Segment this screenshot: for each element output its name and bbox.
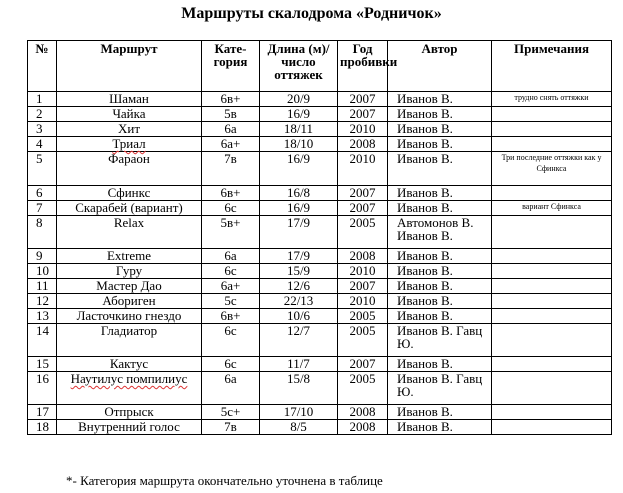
header-category: Кате-гория (202, 41, 260, 92)
cell-category: 5в+ (202, 216, 260, 249)
cell-author: Иванов В. Гавц Ю. (388, 372, 492, 405)
cell-year: 2005 (338, 216, 388, 249)
cell-note (492, 357, 612, 372)
cell-year: 2010 (338, 294, 388, 309)
cell-length: 16/9 (260, 152, 338, 186)
cell-year: 2007 (338, 279, 388, 294)
cell-year: 2008 (338, 249, 388, 264)
cell-author: Иванов В. (388, 137, 492, 152)
cell-author: Иванов В. (388, 107, 492, 122)
table-row (28, 216, 612, 249)
cell-length: 20/9 (260, 92, 338, 107)
cell-length: 22/13 (260, 294, 338, 309)
cell-year: 2008 (338, 420, 388, 435)
cell-year: 2008 (338, 137, 388, 152)
cell-route: Внутренний голос (57, 420, 202, 435)
header-year: Год пробивки (338, 41, 388, 92)
cell-note (492, 324, 612, 357)
table-row (28, 152, 612, 186)
cell-category: 6с (202, 324, 260, 357)
cell-num: 1 (28, 92, 57, 107)
cell-note (492, 216, 612, 249)
cell-length: 18/11 (260, 122, 338, 137)
cell-num: 17 (28, 405, 57, 420)
cell-category: 6в+ (202, 92, 260, 107)
cell-category: 7в (202, 420, 260, 435)
footnote: *- Категория маршрута окончательно уточнена в таблице (66, 473, 383, 488)
cell-length: 16/9 (260, 201, 338, 216)
cell-year: 2005 (338, 324, 388, 357)
cell-category: 6а (202, 372, 260, 405)
cell-num: 3 (28, 122, 57, 137)
cell-length: 8/5 (260, 420, 338, 435)
cell-author: Иванов В. (388, 309, 492, 324)
table-row (28, 294, 612, 309)
cell-num: 16 (28, 372, 57, 405)
table-row (28, 92, 612, 107)
cell-route: Extreme (57, 249, 202, 264)
cell-num: 13 (28, 309, 57, 324)
cell-route: Сфинкс (57, 186, 202, 201)
document-title: Маршруты скалодрома «Родничок» (181, 5, 442, 22)
cell-category: 6с (202, 264, 260, 279)
cell-author: Иванов В. (388, 201, 492, 216)
cell-route: Гуру (57, 264, 202, 279)
cell-length: 16/9 (260, 107, 338, 122)
cell-author: Иванов В. (388, 122, 492, 137)
table-row (28, 107, 612, 122)
table-row (28, 264, 612, 279)
cell-category: 6а (202, 249, 260, 264)
cell-year: 2007 (338, 357, 388, 372)
cell-length: 17/10 (260, 405, 338, 420)
cell-length: 15/8 (260, 372, 338, 405)
cell-category: 6с (202, 357, 260, 372)
cell-category: 6в+ (202, 309, 260, 324)
cell-note (492, 279, 612, 294)
cell-author: Иванов В. (388, 279, 492, 294)
cell-length: 10/6 (260, 309, 338, 324)
cell-route: Хит (57, 122, 202, 137)
cell-note: Три последние оттяжки как у Сфинкса (492, 152, 612, 186)
cell-category: 7в (202, 152, 260, 186)
table-row (28, 372, 612, 405)
cell-route: Абориген (57, 294, 202, 309)
cell-note (492, 264, 612, 279)
cell-num: 2 (28, 107, 57, 122)
table-row (28, 357, 612, 372)
cell-author: Иванов В. (388, 264, 492, 279)
cell-year: 2008 (338, 405, 388, 420)
cell-num: 18 (28, 420, 57, 435)
cell-route: Ласточкино гнездо (57, 309, 202, 324)
cell-author: Иванов В. (388, 152, 492, 186)
cell-num: 9 (28, 249, 57, 264)
cell-note (492, 186, 612, 201)
cell-note (492, 249, 612, 264)
cell-category: 6с (202, 201, 260, 216)
header-route: Маршрут (57, 41, 202, 92)
cell-author: Иванов В. (388, 186, 492, 201)
cell-author: Автомонов В. Иванов В. (388, 216, 492, 249)
cell-note: трудно снять оттяжки (492, 92, 612, 107)
cell-year: 2007 (338, 186, 388, 201)
cell-year: 2005 (338, 309, 388, 324)
header-notes: Примечания (492, 41, 612, 92)
cell-category: 5в (202, 107, 260, 122)
cell-note: вариант Сфинкса (492, 201, 612, 216)
table-row (28, 279, 612, 294)
cell-length: 17/9 (260, 216, 338, 249)
cell-route: Чайка (57, 107, 202, 122)
cell-length: 12/6 (260, 279, 338, 294)
cell-num: 8 (28, 216, 57, 249)
cell-num: 7 (28, 201, 57, 216)
table-row (28, 420, 612, 435)
table-row (28, 405, 612, 420)
cell-category: 6в+ (202, 186, 260, 201)
header-author: Автор (388, 41, 492, 92)
cell-length: 12/7 (260, 324, 338, 357)
cell-year: 2010 (338, 152, 388, 186)
cell-route: Relax (57, 216, 202, 249)
cell-route: Отпрыск (57, 405, 202, 420)
cell-author: Иванов В. (388, 420, 492, 435)
cell-num: 5 (28, 152, 57, 186)
cell-note (492, 122, 612, 137)
cell-length: 11/7 (260, 357, 338, 372)
table-body (28, 92, 612, 435)
cell-num: 14 (28, 324, 57, 357)
cell-author: Иванов В. Гавц Ю. (388, 324, 492, 357)
cell-category: 6а+ (202, 279, 260, 294)
cell-author: Иванов В. (388, 92, 492, 107)
cell-note (492, 405, 612, 420)
cell-route: Скарабей (вариант) (57, 201, 202, 216)
table-header-row (28, 41, 612, 92)
cell-year: 2010 (338, 264, 388, 279)
cell-route: Триал (57, 137, 202, 152)
cell-length: 15/9 (260, 264, 338, 279)
cell-note (492, 372, 612, 405)
cell-length: 16/8 (260, 186, 338, 201)
cell-note (492, 309, 612, 324)
cell-author: Иванов В. (388, 357, 492, 372)
cell-note (492, 137, 612, 152)
cell-year: 2007 (338, 201, 388, 216)
cell-route: Фараон (57, 152, 202, 186)
cell-author: Иванов В. (388, 405, 492, 420)
cell-num: 12 (28, 294, 57, 309)
cell-category: 6а (202, 122, 260, 137)
cell-num: 11 (28, 279, 57, 294)
cell-note (492, 294, 612, 309)
header-length: Длина (м)/ число оттяжек (260, 41, 338, 92)
cell-year: 2005 (338, 372, 388, 405)
cell-route: Мастер Дао (57, 279, 202, 294)
cell-num: 10 (28, 264, 57, 279)
table-row (28, 309, 612, 324)
cell-author: Иванов В. (388, 294, 492, 309)
cell-year: 2007 (338, 92, 388, 107)
table-row (28, 324, 612, 357)
cell-length: 17/9 (260, 249, 338, 264)
cell-num: 15 (28, 357, 57, 372)
cell-route: Шаман (57, 92, 202, 107)
header-num: № (28, 41, 57, 92)
routes-table (27, 40, 612, 435)
cell-category: 5с (202, 294, 260, 309)
cell-year: 2007 (338, 107, 388, 122)
cell-route: Кактус (57, 357, 202, 372)
cell-note (492, 107, 612, 122)
cell-route: Наутилус помпилиус (57, 372, 202, 405)
table-row (28, 137, 612, 152)
cell-num: 4 (28, 137, 57, 152)
cell-year: 2010 (338, 122, 388, 137)
cell-route: Гладиатор (57, 324, 202, 357)
cell-category: 6а+ (202, 137, 260, 152)
table-row (28, 122, 612, 137)
table-row (28, 186, 612, 201)
table-row (28, 201, 612, 216)
table-row (28, 249, 612, 264)
cell-author: Иванов В. (388, 249, 492, 264)
cell-num: 6 (28, 186, 57, 201)
cell-category: 5с+ (202, 405, 260, 420)
cell-note (492, 420, 612, 435)
cell-length: 18/10 (260, 137, 338, 152)
